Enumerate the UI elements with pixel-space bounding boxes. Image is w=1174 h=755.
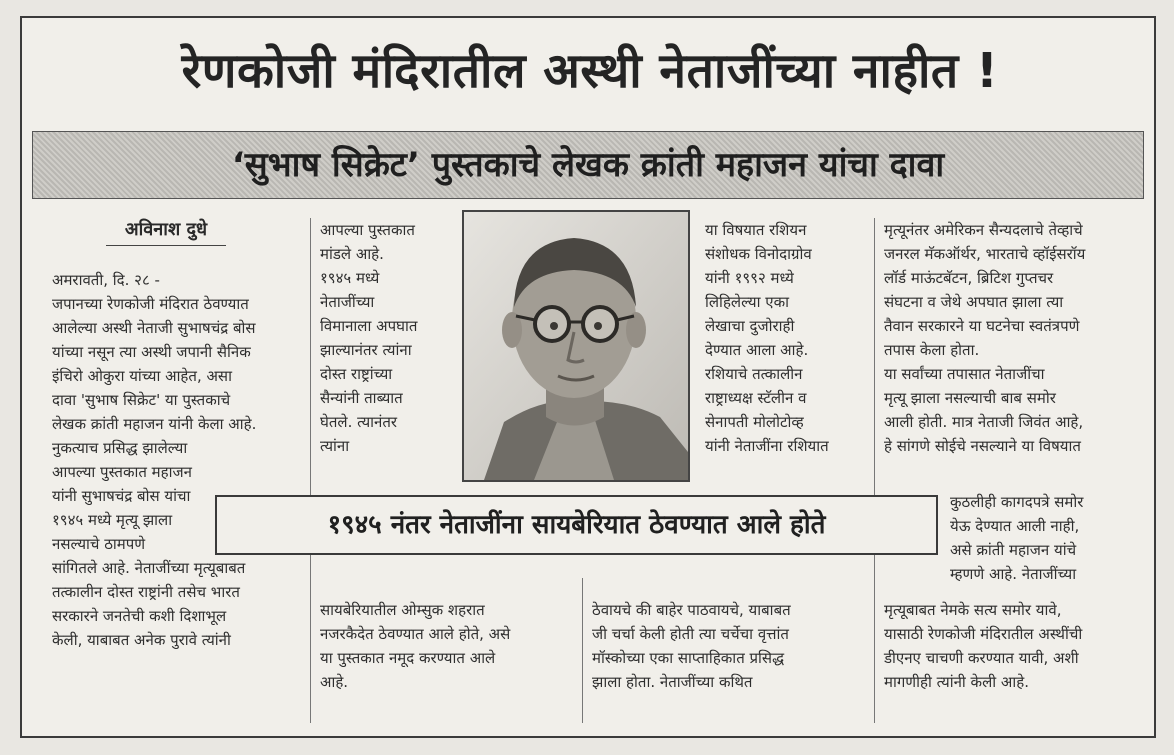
article-line: यांनी १९९२ मध्ये: [705, 269, 794, 287]
article-line: झाल्यानंतर त्यांना: [320, 341, 412, 359]
article-line: आहे.: [320, 673, 349, 691]
article-line: मृत्यू झाला नसल्याची बाब समोर: [884, 389, 1056, 407]
column-divider: [582, 578, 583, 723]
article-line: नजरकैदेत ठेवण्यात आले होते, असे: [320, 625, 511, 643]
article-line: सैन्यांनी ताब्यात: [320, 389, 403, 407]
newspaper-clipping: [20, 16, 1156, 738]
column-divider: [874, 218, 875, 723]
article-line: नसल्याचे ठामपणे: [52, 535, 146, 553]
article-line: अमरावती, दि. २८ -: [52, 271, 160, 289]
headline: रेणकोजी मंदिरातील अस्थी नेताजींच्या नाहीत !: [181, 43, 999, 99]
article-line: कुठलीही कागदपत्रे समोर: [950, 493, 1084, 511]
article-line: मृत्यूनंतर अमेरिकन सैन्यदलाचे तेव्हाचे: [884, 221, 1083, 239]
article-line: आपल्या पुस्तकात: [320, 221, 415, 239]
article-line: विमानाला अपघात: [320, 317, 418, 335]
article-line: केली, याबाबत अनेक पुरावे त्यांनी: [52, 631, 231, 649]
article-line: मृत्यूबाबत नेमके सत्य समोर यावे,: [884, 601, 1062, 619]
article-line: लेखाचा दुजोराही: [705, 317, 795, 335]
article-line: घेतले. त्यानंतर: [320, 413, 398, 431]
article-line: या विषयात रशियन: [705, 221, 807, 239]
article-line: यांच्या नसून त्या अस्थी जपानी सैनिक: [52, 343, 251, 361]
article-line: देण्यात आला आहे.: [705, 341, 809, 359]
article-line: मॉस्कोच्या एका साप्ताहिकात प्रसिद्ध: [592, 649, 785, 667]
article-line: तत्कालीन दोस्त राष्ट्रांनी तसेच भारत: [52, 583, 240, 601]
article-line: दावा 'सुभाष सिक्रेट' या पुस्तकाचे: [52, 391, 231, 409]
article-line: सायबेरियातील ओम्सुक शहरात: [320, 601, 485, 619]
article-line: राष्ट्राध्यक्ष स्टॅलीन व: [705, 389, 807, 407]
article-line: झाला होता. नेताजींच्या कथित: [592, 673, 753, 691]
article-line: लॉर्ड माऊंटबॅटन, ब्रिटिश गुप्तचर: [884, 269, 1054, 287]
article-line: तैवान सरकारने या घटनेचा स्वतंत्रपणे: [884, 317, 1080, 335]
article-line: सेनापती मोलोटोव्ह: [705, 413, 804, 431]
column-4-bottom: [884, 598, 1156, 694]
article-line: सरकारने जनतेची कशी दिशाभूल: [52, 607, 227, 625]
subheadline-banner: ‘सुभाष सिक्रेट’ पुस्तकाचे लेखक क्रांती महाजन यांचा दावा: [32, 131, 1144, 199]
article-line: डीएनए चाचणी करण्यात यावी, अशी: [884, 649, 1079, 667]
article-line: त्यांना: [320, 437, 350, 455]
portrait-image: [464, 212, 688, 480]
column-3-top: [705, 218, 865, 458]
article-line: संघटना व जेथे अपघात झाला त्या: [884, 293, 1064, 311]
column-2-top: [320, 218, 450, 458]
article-line: असे क्रांती महाजन यांचे: [950, 541, 1077, 559]
article-line: १९४५ मध्ये: [320, 269, 380, 287]
column-divider: [310, 218, 311, 723]
article-line: लिहिलेल्या एका: [705, 293, 789, 311]
article-line: मांडले आहे.: [320, 245, 384, 263]
article-line: नुकत्याच प्रसिद्ध झालेल्या: [52, 439, 188, 457]
column-1: [52, 268, 302, 652]
article-line: यासाठी रेणकोजी मंदिरातील अस्थींची: [884, 625, 1083, 643]
article-line: इंचिरो ओकुरा यांच्या आहेत, असा: [52, 367, 232, 385]
column-4-middle: [950, 490, 1150, 586]
article-line: हे सांगणे सोईचे नसल्याने या विषयात: [884, 437, 1081, 455]
pullquote-box: १९४५ नंतर नेताजींना सायबेरियात ठेवण्यात आले होते: [215, 495, 938, 555]
column-3-bottom: [592, 598, 867, 694]
article-line: म्हणणे आहे. नेताजींच्या: [950, 565, 1077, 583]
article-line: दोस्त राष्ट्रांच्या: [320, 365, 393, 383]
article-line: यांनी नेताजींना रशियात: [705, 437, 829, 455]
article-line: आली होती. मात्र नेताजी जिवंत आहे,: [884, 413, 1084, 431]
article-line: जी चर्चा केली होती त्या चर्चेचा वृत्तांत: [592, 625, 789, 643]
article-line: जनरल मॅकऑर्थर, भारताचे व्हॉईसरॉय: [884, 245, 1086, 263]
article-line: या पुस्तकात नमूद करण्यात आले: [320, 649, 496, 667]
column-2-bottom: [320, 598, 580, 694]
article-line: रशियाचे तत्कालीन: [705, 365, 803, 383]
article-line: आलेल्या अस्थी नेताजी सुभाषचंद्र बोस: [52, 319, 256, 337]
article-line: येऊ देण्यात आली नाही,: [950, 517, 1080, 535]
article-line: जपानच्या रेणकोजी मंदिरात ठेवण्यात: [52, 295, 249, 313]
article-line: तपास केला होता.: [884, 341, 980, 359]
article-line: नेताजींच्या: [320, 293, 375, 311]
byline: अविनाश दुधे: [106, 217, 226, 246]
article-line: सांगितले आहे. नेताजींच्या मृत्यूबाबत: [52, 559, 246, 577]
portrait-photo: [462, 210, 690, 482]
article-line: या सर्वांच्या तपासात नेताजींचा: [884, 365, 1045, 383]
article-line: आपल्या पुस्तकात महाजन: [52, 463, 192, 481]
article-line: ठेवायचे की बाहेर पाठवायचे, याबाबत: [592, 601, 791, 619]
article-line: १९४५ मध्ये मृत्यू झाला: [52, 511, 173, 529]
article-line: यांनी सुभाषचंद्र बोस यांचा: [52, 487, 191, 505]
article-line: लेखक क्रांती महाजन यांनी केला आहे.: [52, 415, 257, 433]
article-line: संशोधक विनोदाग्रोव: [705, 245, 812, 263]
column-4-top: [884, 218, 1156, 458]
article-line: मागणीही त्यांनी केली आहे.: [884, 673, 1029, 691]
